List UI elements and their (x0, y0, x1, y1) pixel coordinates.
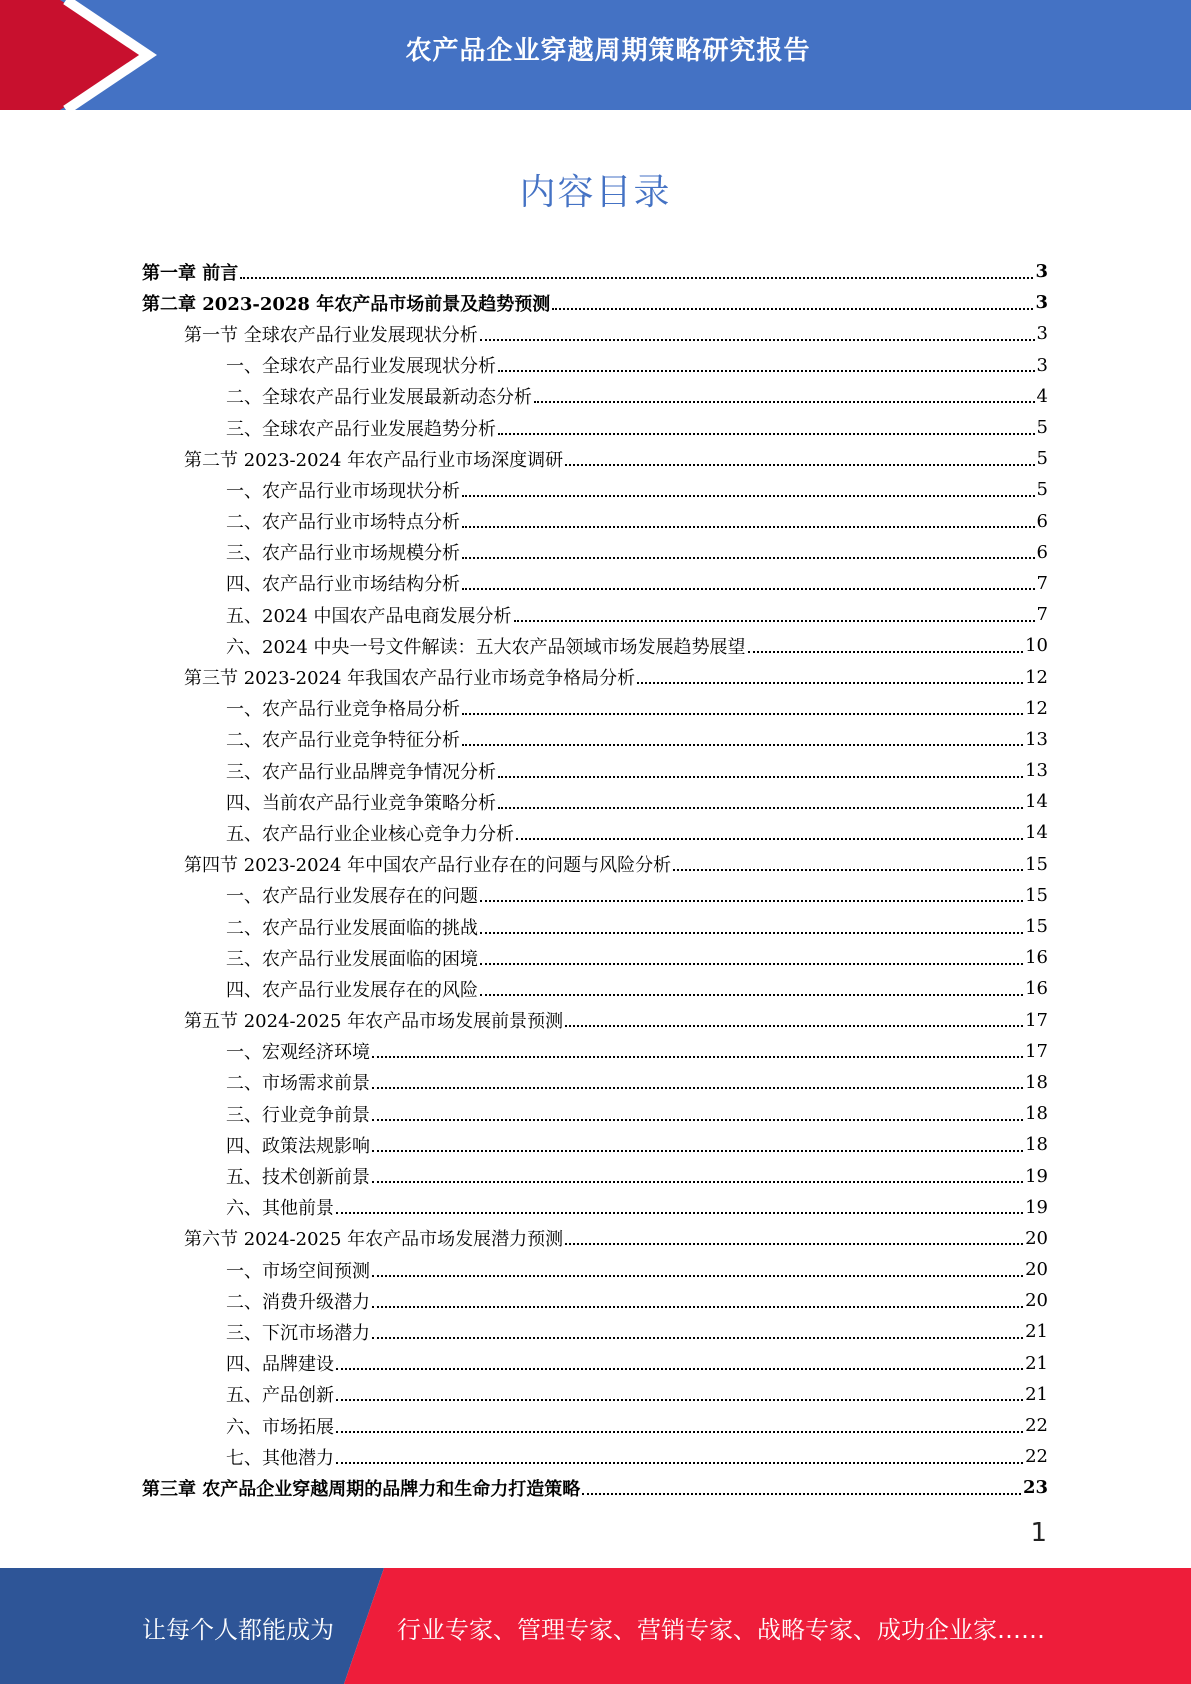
toc-entry-label: 二、全球农产品行业发展最新动态分析 (226, 387, 532, 409)
toc-entry[interactable] (142, 1410, 1048, 1441)
toc-entry-label: 四、农产品行业发展存在的风险 (226, 979, 478, 1001)
toc-entry[interactable] (142, 755, 1048, 786)
toc-entry-page: 14 (1025, 791, 1048, 813)
toc-leader-dots (565, 1025, 1023, 1027)
toc-entry[interactable] (142, 599, 1048, 630)
toc-leader-dots (462, 713, 1023, 715)
toc-leader-dots (552, 308, 1033, 310)
toc-entry-label: 一、市场空间预测 (226, 1260, 370, 1282)
toc-entry-label: 第一节 全球农产品行业发展现状分析 (184, 324, 478, 346)
toc-leader-dots (336, 1462, 1023, 1464)
toc-entry[interactable] (142, 1160, 1048, 1191)
toc-leader-dots (462, 588, 1035, 590)
toc-entry-label: 三、全球农产品行业发展趋势分析 (226, 418, 496, 440)
toc-entry-label: 第三章 农产品企业穿越周期的品牌力和生命力打造策略 (142, 1478, 581, 1500)
toc-leader-dots (462, 557, 1035, 559)
toc-entry-page: 19 (1025, 1196, 1048, 1218)
toc-leader-dots (372, 1119, 1023, 1121)
toc-entry[interactable] (142, 1067, 1048, 1098)
toc-entry-label: 五、产品创新 (226, 1385, 334, 1407)
toc-leader-dots (480, 963, 1023, 965)
toc-leader-dots (565, 1243, 1023, 1245)
toc-leader-dots (462, 495, 1035, 497)
toc-entry-page: 15 (1025, 916, 1048, 938)
toc-entry[interactable] (142, 256, 1048, 287)
toc-entry-page: 20 (1025, 1259, 1048, 1281)
toc-entry-label: 六、2024 中央一号文件解读：五大农产品领域市场发展趋势展望 (226, 636, 746, 658)
toc-entry-label: 一、全球农产品行业发展现状分析 (226, 356, 496, 378)
toc-entry-label: 四、农产品行业市场结构分析 (226, 574, 460, 596)
toc-leader-dots (372, 1337, 1023, 1339)
toc-leader-dots (673, 869, 1023, 871)
toc-entry[interactable] (142, 911, 1048, 942)
toc-leader-dots (372, 1150, 1023, 1152)
toc-entry-page: 19 (1025, 1165, 1048, 1187)
toc-heading: 内容目录 (519, 172, 672, 213)
toc-leader-dots (372, 1275, 1023, 1277)
toc-entry-label: 三、农产品行业品牌竞争情况分析 (226, 761, 496, 783)
toc-entry-page: 3 (1035, 292, 1048, 314)
toc-entry-label: 四、政策法规影响 (226, 1135, 370, 1157)
toc-leader-dots (514, 620, 1035, 622)
toc-entry-page: 20 (1025, 1227, 1048, 1249)
toc-entry-label: 第六节 2024-2025 年农产品市场发展潜力预测 (184, 1229, 564, 1251)
toc-entry[interactable] (142, 1098, 1048, 1129)
toc-leader-dots (336, 1212, 1023, 1214)
toc-entry-label: 第一章 前言 (142, 262, 239, 284)
toc-entry[interactable] (142, 474, 1048, 505)
toc-entry-page: 6 (1036, 541, 1048, 563)
toc-leader-dots (534, 401, 1035, 403)
toc-entry[interactable] (142, 661, 1048, 692)
footer-slogan-left: 让每个人都能成为 (142, 1616, 334, 1644)
toc-entry[interactable] (142, 568, 1048, 599)
toc-entry[interactable] (142, 817, 1048, 848)
toc-entry-page: 7 (1036, 604, 1048, 626)
toc-leader-dots (480, 994, 1023, 996)
toc-leader-dots (498, 433, 1035, 435)
toc-entry-page: 18 (1025, 1103, 1048, 1125)
toc-leader-dots (582, 1493, 1021, 1495)
toc-entry-label: 六、市场拓展 (226, 1416, 334, 1438)
toc-entry-label: 四、当前农产品行业竞争策略分析 (226, 792, 496, 814)
toc-entry[interactable] (142, 693, 1048, 724)
toc-entry-page: 4 (1036, 385, 1048, 407)
toc-entry-page: 12 (1025, 666, 1048, 688)
toc-entry-page: 16 (1025, 978, 1048, 1000)
toc-entry-page: 21 (1025, 1321, 1048, 1343)
toc-entry-label: 第二章 2023-2028 年农产品市场前景及趋势预测 (142, 293, 551, 315)
toc-entry[interactable] (142, 786, 1048, 817)
toc-entry[interactable] (142, 381, 1048, 412)
toc-entry[interactable] (142, 1129, 1048, 1160)
toc-leader-dots (372, 1306, 1023, 1308)
toc-entry-page: 13 (1025, 760, 1048, 782)
toc-entry-label: 一、宏观经济环境 (226, 1042, 370, 1064)
toc-entry[interactable] (142, 537, 1048, 568)
toc-entry-label: 一、农产品行业发展存在的问题 (226, 886, 478, 908)
toc-entry[interactable] (142, 318, 1048, 349)
toc-entry-page: 18 (1025, 1071, 1048, 1093)
toc-entry[interactable] (142, 412, 1048, 443)
toc-leader-dots (336, 1431, 1023, 1433)
toc-entry-label: 第四节 2023-2024 年中国农产品行业存在的问题与风险分析 (184, 855, 672, 877)
toc-entry-page: 15 (1025, 884, 1048, 906)
toc-entry-label: 二、市场需求前景 (226, 1073, 370, 1095)
toc-entry-page: 15 (1025, 853, 1048, 875)
toc-leader-dots (637, 682, 1023, 684)
toc-entry-label: 七、其他潜力 (226, 1447, 334, 1469)
toc-entry-page: 5 (1036, 417, 1048, 439)
toc-entry-page: 3 (1035, 261, 1048, 283)
toc-leader-dots (336, 1368, 1023, 1370)
toc-leader-dots (498, 370, 1035, 372)
toc-entry-label: 五、农产品行业企业核心竞争力分析 (226, 823, 514, 845)
toc-entry-page: 23 (1022, 1477, 1048, 1499)
footer-slogan-right: 行业专家、管理专家、营销专家、战略专家、成功企业家…… (397, 1616, 1045, 1644)
toc-entry-label: 二、农产品行业发展面临的挑战 (226, 917, 478, 939)
toc-entry[interactable] (142, 443, 1048, 474)
toc-entry-page: 16 (1025, 947, 1048, 969)
toc-entry[interactable] (142, 506, 1048, 537)
toc-leader-dots (240, 277, 1033, 279)
toc-entry-page: 22 (1025, 1446, 1048, 1468)
footer-bar (0, 1568, 1191, 1684)
toc-entry-label: 三、下沉市场潜力 (226, 1322, 370, 1344)
toc-leader-dots (480, 339, 1035, 341)
toc-entry[interactable] (142, 1036, 1048, 1067)
toc-entry-page: 6 (1036, 510, 1048, 532)
toc-entry-label: 第二节 2023-2024 年农产品行业市场深度调研 (184, 449, 564, 471)
toc-entry-label: 五、2024 中国农产品电商发展分析 (226, 605, 512, 627)
toc-entry-page: 17 (1025, 1040, 1048, 1062)
toc-entry-page: 20 (1025, 1290, 1048, 1312)
toc-entry[interactable] (142, 1379, 1048, 1410)
toc-leader-dots (498, 807, 1023, 809)
header-bar (0, 0, 1191, 110)
table-of-contents (142, 256, 1048, 1504)
toc-leader-dots (336, 1399, 1023, 1401)
toc-entry-label: 三、农产品行业发展面临的困境 (226, 948, 478, 970)
toc-entry-label: 二、农产品行业竞争特征分析 (226, 730, 460, 752)
toc-entry[interactable] (142, 973, 1048, 1004)
toc-entry[interactable] (142, 287, 1048, 318)
toc-entry-page: 7 (1036, 572, 1048, 594)
toc-leader-dots (372, 1087, 1023, 1089)
toc-entry-page: 13 (1025, 728, 1048, 750)
toc-entry[interactable] (142, 1254, 1048, 1285)
toc-entry-page: 17 (1025, 1009, 1048, 1031)
toc-entry[interactable] (142, 1441, 1048, 1472)
toc-entry-label: 第三节 2023-2024 年我国农产品行业市场竞争格局分析 (184, 668, 636, 690)
toc-leader-dots (748, 651, 1024, 653)
toc-entry-page: 21 (1025, 1383, 1048, 1405)
toc-leader-dots (498, 776, 1023, 778)
toc-entry[interactable] (142, 1348, 1048, 1379)
toc-entry-page: 3 (1036, 354, 1048, 376)
toc-entry[interactable] (142, 630, 1048, 661)
toc-leader-dots (372, 1056, 1023, 1058)
toc-entry-label: 四、品牌建设 (226, 1354, 334, 1376)
toc-leader-dots (372, 1181, 1023, 1183)
toc-entry-label: 二、农产品行业市场特点分析 (226, 512, 460, 534)
toc-entry-page: 5 (1036, 448, 1048, 470)
toc-entry-label: 六、其他前景 (226, 1198, 334, 1220)
toc-entry[interactable] (142, 1005, 1048, 1036)
toc-entry-label: 五、技术创新前景 (226, 1167, 370, 1189)
toc-entry[interactable] (142, 849, 1048, 880)
toc-entry[interactable] (142, 1192, 1048, 1223)
toc-entry-label: 一、农产品行业市场现状分析 (226, 480, 460, 502)
toc-entry-label: 二、消费升级潜力 (226, 1291, 370, 1313)
toc-entry-page: 18 (1025, 1134, 1048, 1156)
toc-entry[interactable] (142, 1223, 1048, 1254)
toc-entry[interactable] (142, 1285, 1048, 1316)
toc-entry[interactable] (142, 942, 1048, 973)
page-number: 1 (1030, 1518, 1047, 1548)
toc-entry-page: 3 (1036, 323, 1048, 345)
toc-entry-label: 三、行业竞争前景 (226, 1104, 370, 1126)
toc-entry[interactable] (142, 350, 1048, 381)
toc-leader-dots (516, 838, 1023, 840)
toc-entry[interactable] (142, 880, 1048, 911)
toc-entry-page: 10 (1025, 635, 1048, 657)
toc-leader-dots (462, 526, 1035, 528)
toc-leader-dots (480, 900, 1023, 902)
toc-entry-label: 三、农产品行业市场规模分析 (226, 543, 460, 565)
toc-entry-page: 21 (1025, 1352, 1048, 1374)
toc-entry-label: 一、农产品行业竞争格局分析 (226, 699, 460, 721)
toc-entry[interactable] (142, 1316, 1048, 1347)
toc-entry-page: 14 (1025, 822, 1048, 844)
toc-leader-dots (462, 744, 1023, 746)
report-title: 农产品企业穿越周期策略研究报告 (405, 36, 811, 66)
toc-entry-page: 5 (1036, 479, 1048, 501)
toc-leader-dots (565, 464, 1034, 466)
toc-entry-page: 12 (1025, 697, 1048, 719)
toc-leader-dots (480, 932, 1023, 934)
toc-entry[interactable] (142, 1472, 1048, 1503)
toc-entry[interactable] (142, 724, 1048, 755)
toc-entry-page: 22 (1025, 1415, 1048, 1437)
toc-entry-label: 第五节 2024-2025 年农产品市场发展前景预测 (184, 1011, 564, 1033)
